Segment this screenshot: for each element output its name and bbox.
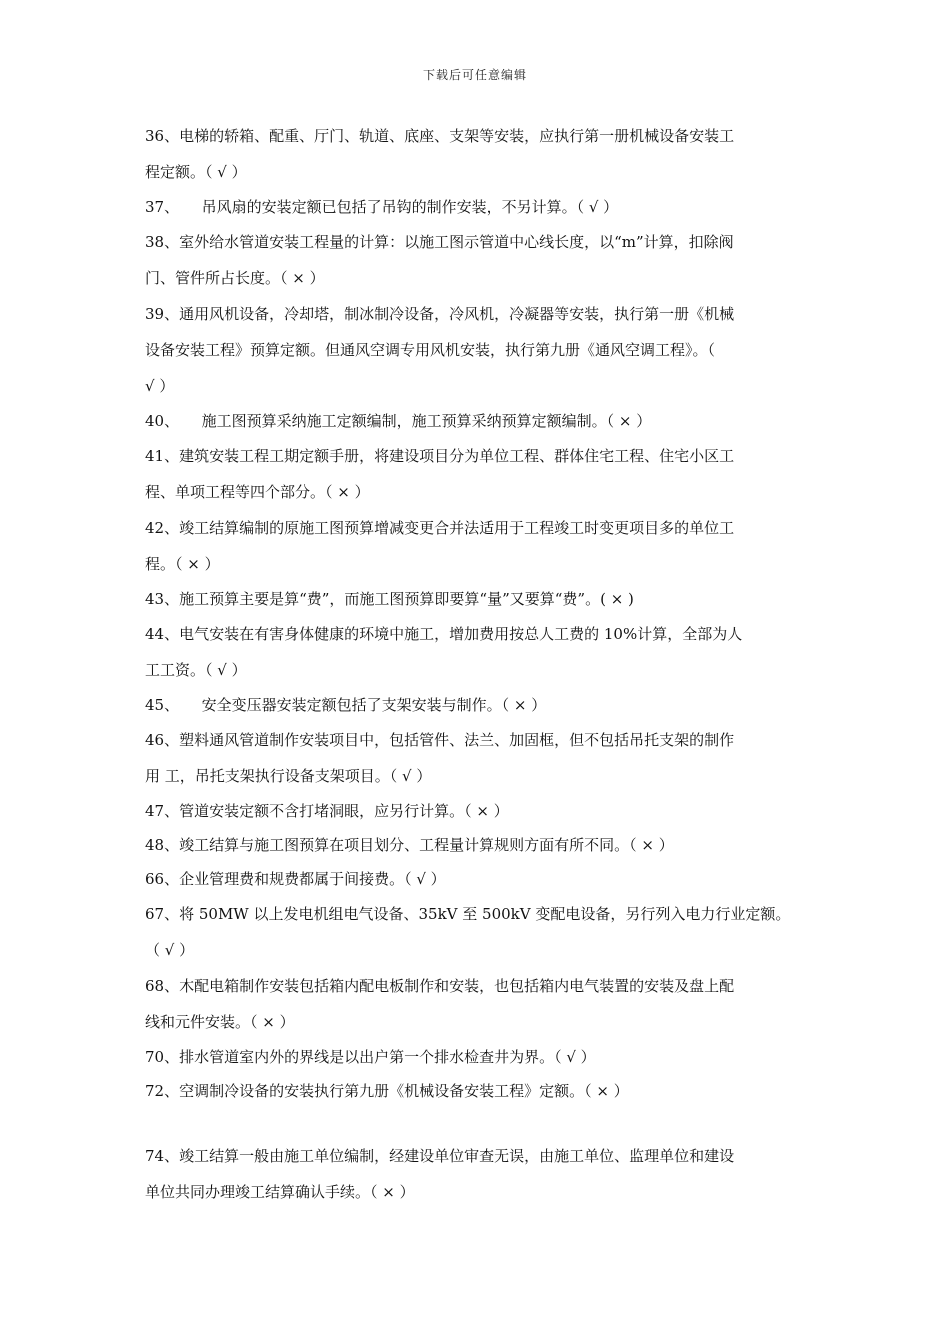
text-line: 设备安装工程》预算定额。但通风空调专用风机安装，执行第九册《通风空调工程》。（ xyxy=(145,341,716,359)
text-line: 70、排水管道室内外的界线是以出户第一个排水检查井为界。（ √ ） xyxy=(145,1048,596,1066)
text-line: 37、 吊风扇的安装定额已包括了吊钩的制作安装，不另计算。（ √ ） xyxy=(145,198,619,216)
page-header: 下载后可任意编辑 xyxy=(422,68,527,82)
text-line: 用 工，吊托支架执行设备支架项目。（ √ ） xyxy=(145,767,432,785)
text-line: 43、施工预算主要是算“费”，而施工图预算即要算“量”又要算“费”。( × ) xyxy=(145,590,634,608)
text-line: 36、电梯的轿箱、配重、厅门、轨道、底座、支架等安装，应执行第一册机械设备安装工 xyxy=(145,127,735,145)
text-line: 程定额。（ √ ） xyxy=(145,163,247,181)
text-line: 39、通用风机设备，冷却塔，制冰制冷设备，冷风机，冷凝器等安装，执行第一册《机械 xyxy=(145,305,735,323)
text-line: 47、管道安装定额不含打堵洞眼，应另行计算。（ × ） xyxy=(145,802,509,820)
paragraph-gap xyxy=(145,1108,810,1138)
text-line: 38、室外给水管道安装工程量的计算：以施工图示管道中心线长度，以“m”计算，扣除阀 xyxy=(145,233,734,251)
text-line: 程。（ × ） xyxy=(145,555,220,573)
text-line: 44、电气安装在有害身体健康的环境中施工，增加费用按总人工费的 10%计算，全部为人 xyxy=(145,625,743,643)
text-line: 46、塑料通风管道制作安装项目中，包括管件、法兰、加固框，但不包括吊托支架的制作 xyxy=(145,731,735,749)
text-line: 单位共同办理竣工结算确认手续。（ × ） xyxy=(145,1183,415,1201)
text-line: 线和元件安装。（ × ） xyxy=(145,1013,295,1031)
text-line: 66、企业管理费和规费都属于间接费。（ √ ） xyxy=(145,870,446,888)
text-line: 41、建筑安装工程工期定额手册，将建设项目分为单位工程、群体住宅工程、住宅小区工 xyxy=(145,447,735,465)
text-line: 74、竣工结算一般由施工单位编制，经建设单位审查无误，由施工单位、监理单位和建设 xyxy=(145,1147,735,1165)
text-line: 72、空调制冷设备的安装执行第九册《机械设备安装工程》定额。（ × ） xyxy=(145,1082,629,1100)
text-line: 40、 施工图预算采纳施工定额编制，施工预算采纳预算定额编制。（ × ） xyxy=(145,412,652,430)
document-body xyxy=(145,118,810,1210)
text-line: 工工资。（ √ ） xyxy=(145,661,247,679)
text-line: 门、管件所占长度。（ × ） xyxy=(145,269,325,287)
text-line: 68、木配电箱制作安装包括箱内配电板制作和安装，也包括箱内电气装置的安装及盘上配 xyxy=(145,977,735,995)
text-line: √ ） xyxy=(145,377,175,395)
text-line: 67、将 50MW 以上发电机组电气设备、35kV 至 500kV 变配电设备，另行列入电力行业定额。 xyxy=(145,905,791,923)
text-line: 48、竣工结算与施工图预算在项目划分、工程量计算规则方面有所不同。（ × ） xyxy=(145,836,674,854)
text-line: （ √ ） xyxy=(145,941,195,959)
text-line: 程、单项工程等四个部分。（ × ） xyxy=(145,483,370,501)
text-line: 45、 安全变压器安装定额包括了支架安装与制作。（ × ） xyxy=(145,696,547,714)
text-line: 42、竣工结算编制的原施工图预算增减变更合并法适用于工程竣工时变更项目多的单位工 xyxy=(145,519,735,537)
